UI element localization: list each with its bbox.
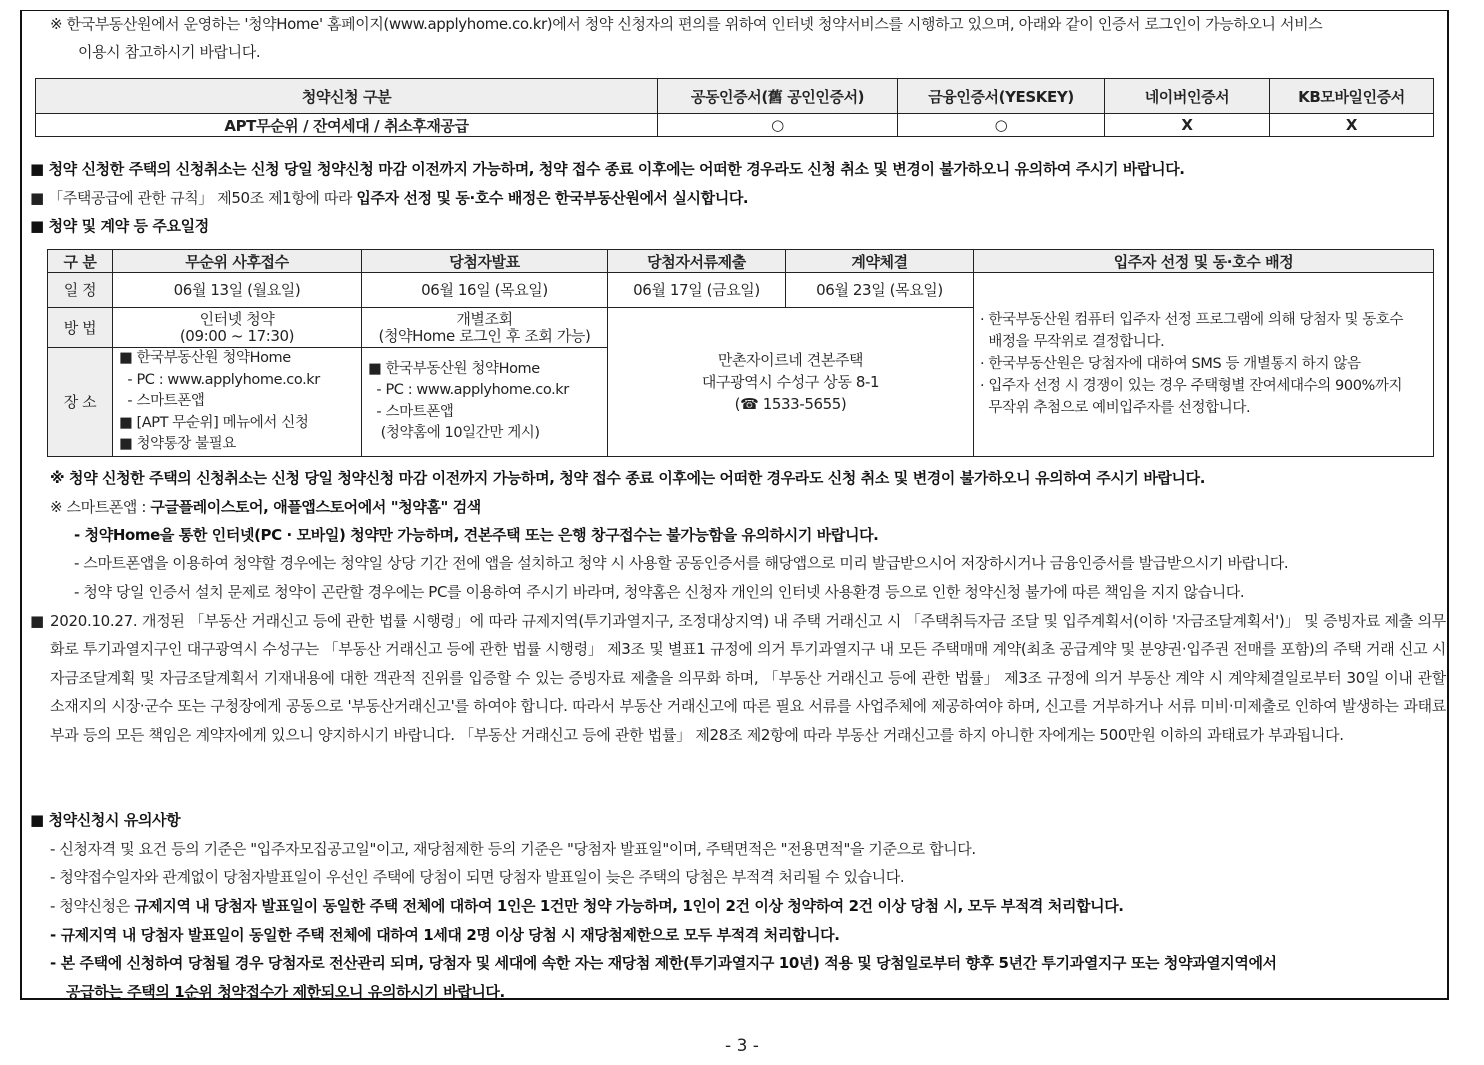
schedule-title: ■ 청약 및 계약 등 주요일정 (30, 217, 209, 235)
intro-line-2: 이용시 참고하시기 바랍니다. (78, 43, 261, 61)
place-winner-line: - PC : www.applyhome.co.kr (368, 382, 569, 399)
sched-place-winner (362, 348, 608, 457)
app-install-note: - 스마트폰앱을 이용하여 청약할 경우에는 청약일 상당 기간 전에 앱을 설치하고 청약 시 사용할 공동인증서를 해당앱으로 미리 발급받으시어 저장하시거나 금융인증서를 발급받으시기 바랍니다. (74, 554, 1289, 572)
notice-rule-bold: 입주자 선정 및 동·호수 배정은 한국부동산원에서 실시합니다. (356, 189, 749, 207)
caution-item-3 (50, 896, 1124, 916)
cert-header-naver: 네이버인증서 (1105, 79, 1270, 114)
cert-row-label: APT무순위 / 잔여세대 / 취소후재공급 (36, 114, 658, 137)
sched-place-apply (113, 348, 362, 457)
method-apply-time: (09:00 ~ 17:30) (179, 326, 295, 345)
sched-date-winner: 06월 16일 (목요일) (362, 273, 608, 308)
sched-date-docs: 06월 17일 (금요일) (608, 273, 786, 308)
caution-item-3-bold: 규제지역 내 당첨자 발표일이 동일한 주택 전체에 대하여 1인은 1건만 청약 가능하며, 1인이 2건 이상 청약하여 2건 이상 당첨 시, 모두 부적격 처리합니다. (134, 897, 1124, 915)
sched-header-apply: 무순위 사후접수 (113, 250, 362, 273)
sched-row-date-label: 일 정 (48, 273, 113, 308)
sched-header-assign: 입주자 선정 및 동·호수 배정 (974, 250, 1434, 273)
method-winner-note: (청약Home 로그인 후 조회 가능) (378, 326, 591, 345)
sched-date-contract: 06월 23일 (목요일) (786, 273, 974, 308)
sched-header-division: 구 분 (48, 250, 113, 273)
method-apply-line: 인터넷 청약 (199, 309, 275, 328)
place-apply-line: ■ 한국부동산원 청약Home (119, 350, 291, 366)
sched-row-method-label: 방 법 (48, 308, 113, 348)
cert-header-joint: 공동인증서(舊 공인인증서) (658, 79, 898, 114)
caution-title: ■ 청약신청시 유의사항 (30, 811, 181, 829)
caution-item-5: - 본 주택에 신청하여 당첨될 경우 당첨자로 전산관리 되며, 당첨자 및 세대에 속한 자는 재당첨 제한(투기과열지구 10년) 적용 및 당첨일로부터 향후 5년간 투기과열지구 또는 청약과열지역에서 (50, 954, 1277, 972)
cert-header-type: 청약신청 구분 (36, 79, 658, 114)
caution-item-2: - 청약접수일자와 관계없이 당첨자발표일이 우선인 주택에 당첨이 되면 당첨자 발표일이 늦은 주택의 당첨은 부적격 처리될 수 있습니다. (50, 868, 905, 886)
place-winner-line: (청약홈에 10일간만 게시) (368, 425, 540, 442)
caution-item-5-cont: 공급하는 주택의 1순위 청약접수가 제한되오니 유의하시기 바랍니다. (66, 983, 505, 1001)
after-cancel-note: ※ 청약 신청한 주택의 신청취소는 신청 당일 청약신청 마감 이전까지 가능하며, 청약 접수 종료 이후에는 어떠한 경우라도 신청 취소 및 변경이 불가하오니 유의하여 주시기 바랍니다. (50, 469, 1205, 487)
sched-method-winner (362, 308, 608, 348)
sched-place-modelhouse (608, 308, 974, 457)
assign-line: · 한국부동산원은 당첨자에 대하여 SMS 등 개별통지 하지 않음 (980, 356, 1361, 373)
place-apply-line: ■ 청약통장 불필요 (119, 436, 236, 452)
smartphone-app-label: ※ 스마트폰앱 : (50, 498, 151, 516)
law-paragraph: 2020.10.27. 개정된 「부동산 거래신고 등에 관한 법률 시행령」에 따라 규제지역(투기과열지구, 조정대상지역) 내 주택 거래신고 시 「주택취득자금 조달 및 입주계획서(이하 '자금조달계획서')」 및 증빙자료 제출 의무화로 투기과열지구인 대구광역시 수성구는 「부동산 거래신고 등에 관한 법률 시행령」 제3조 및 별표1 규정에 의거 투기과열지구 내 모든 주택매매 계약(최초 공급계약 및 분양권·입주권 전매를 포함)의 주택 거래 신고 시 자금조달계획 및 자금조달계획서 기재내용에 대한 객관적 진위를 입증할 수 있는 증빙자료 제출을 의무화 하며, 「부동산 거래신고 등에 관한 법률」 제3조 규정에 의거 부동산 계약 시 계약체결일로부터 30일 이내 관할 소재지의 시장·군수 또는 구청장에게 공동으로 '부동산거래신고'를 하여야 합니다. 따라서 부동산 거래신고에 따른 필요 서류를 사업주체에 제공하여야 하며, 신고를 거부하거나 서류 미비·미제출로 인하여 발생하는 과태료 부과 등의 모든 책임은 계약자에게 있으니 양지하시기 바랍니다. 「부동산 거래신고 등에 관한 법률」 제28조 제2항에 따라 부동산 거래신고를 하지 아니한 자에게는 500만원 이하의 과태료가 부과됩니다. (50, 612, 1446, 744)
cert-kb-value: X (1270, 114, 1434, 137)
caution-item-1: - 신청자격 및 요건 등의 기준은 "입주자모집공고일"이고, 재당첨제한 등의 기준은 "당첨자 발표일"이며, 주택면적은 "전용면적"을 기준으로 합니다. (50, 840, 976, 858)
modelhouse-address: 대구광역시 수성구 상동 8-1 (701, 372, 880, 391)
method-winner-line: 개별조회 (456, 309, 513, 328)
sched-assign-cell (974, 273, 1434, 457)
sched-header-contract: 계약체결 (786, 250, 974, 273)
assign-line: 배정을 무작위로 결정합니다. (980, 334, 1165, 351)
schedule-table (47, 249, 1434, 457)
assign-line: · 입주자 선정 시 경쟁이 있는 경우 주택형별 잔여세대수의 900%까지 (980, 378, 1403, 395)
assign-line: · 한국부동산원 컴퓨터 입주자 선정 프로그램에 의해 당첨자 및 동호수 (980, 312, 1404, 329)
caution-item-4: - 규제지역 내 당첨자 발표일이 동일한 주택 전체에 대하여 1세대 2명 이상 당첨 시 재당첨제한으로 모두 부적격 처리합니다. (50, 926, 840, 944)
intro-line-1: ※ 한국부동산원에서 운영하는 '청약Home' 홈페이지(www.applyhome.co.kr)에서 청약 신청자의 편의를 위하여 인터넷 청약서비스를 시행하고 있으며, 아래와 같이 인증서 로그인이 가능하오니 서비스 (50, 15, 1323, 33)
cert-header-financial: 금융인증서(YESKEY) (898, 79, 1105, 114)
cert-naver-value: X (1105, 114, 1270, 137)
cert-header-kb: KB모바일인증서 (1270, 79, 1434, 114)
modelhouse-name: 만촌자이르네 견본주택 (717, 350, 864, 369)
sched-header-docs: 당첨자서류제출 (608, 250, 786, 273)
place-apply-line: - PC : www.applyhome.co.kr (119, 371, 320, 388)
notice-cancel: ■ 청약 신청한 주택의 신청취소는 신청 당일 청약신청 마감 이전까지 가능하며, 청약 접수 종료 이후에는 어떠한 경우라도 신청 취소 및 변경이 불가하오니 유의하여 주시기 바랍니다. (30, 160, 1185, 178)
place-winner-line: ■ 한국부동산원 청약Home (368, 360, 540, 377)
notice-rule (30, 188, 748, 208)
sched-header-winner: 당첨자발표 (362, 250, 608, 273)
notice-rule-text: ■ 「주택공급에 관한 규칙」 제50조 제1항에 따라 (30, 189, 357, 207)
certificate-table (35, 78, 1434, 137)
sched-date-apply: 06월 13일 (월요일) (113, 273, 362, 308)
modelhouse-phone: (☎ 1533-5655) (734, 394, 847, 413)
law-bullet: ■ (30, 612, 44, 630)
cert-joint-value: ○ (658, 114, 898, 137)
caution-item-3-text: - 청약신청은 (50, 897, 135, 915)
smartphone-app-search: 구글플레이스토어, 애플앱스토어에서 "청약홈" 검색 (150, 498, 481, 516)
page-number: - 3 - (725, 1036, 759, 1056)
smartphone-app-note (50, 497, 481, 517)
place-apply-line: ■ [APT 무순위] 메뉴에서 신청 (119, 414, 309, 431)
sched-method-apply (113, 308, 362, 348)
place-winner-line: - 스마트폰앱 (368, 403, 454, 420)
sched-row-place-label: 장 소 (48, 348, 113, 457)
cert-financial-value: ○ (898, 114, 1105, 137)
assign-line: 무작위 추첨으로 예비입주자를 선정합니다. (980, 400, 1251, 417)
place-apply-line: - 스마트폰앱 (119, 393, 205, 409)
pc-use-note: - 청약 당일 인증서 설치 문제로 청약이 곤란할 경우에는 PC를 이용하여 주시기 바라며, 청약홈은 신청자 개인의 인터넷 사용환경 등으로 인한 청약신청 불가에 따른 책임을 지지 않습니다. (74, 583, 1245, 601)
internet-only-note: - 청약Home을 통한 인터넷(PC · 모바일) 청약만 가능하며, 견본주택 또는 은행 창구접수는 불가능함을 유의하시기 바랍니다. (74, 526, 879, 544)
